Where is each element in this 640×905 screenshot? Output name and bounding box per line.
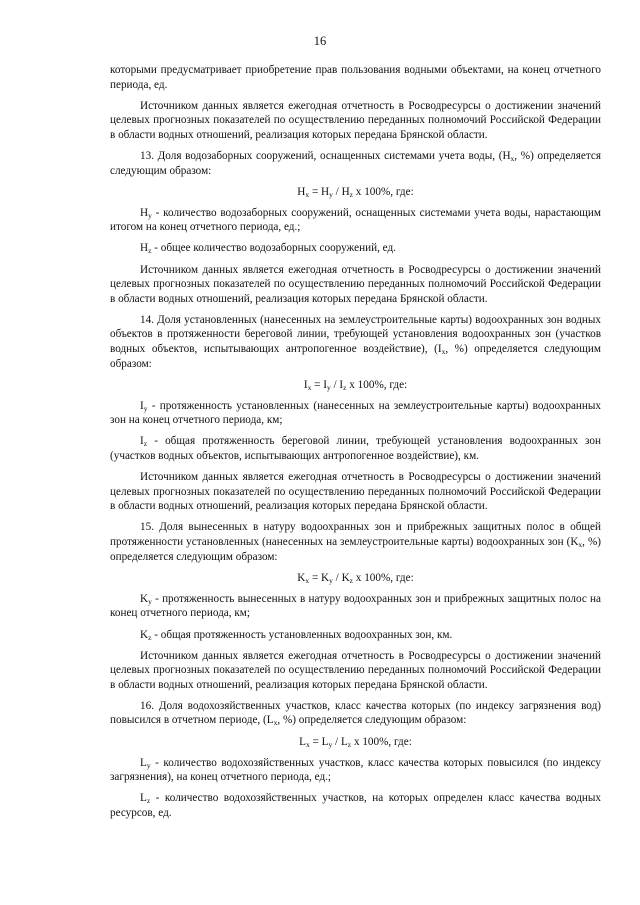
paragraph: [110, 313, 601, 371]
text-run: - общая протяженность установленных водоохранных зон, км.: [151, 628, 453, 641]
subscript: х: [307, 382, 312, 392]
subscript: z: [349, 189, 353, 199]
text-run: 14. Доля установленных (нанесенных на землеустроительные карты) водоохранных зон водных объектов в протяженности береговой линии, требующей установления водоохранных зон (участков водных объектов, испытывающих антропогенное воздействие), (I: [110, 313, 601, 355]
text-run: х 100%, где:: [353, 571, 414, 584]
paragraph: [110, 63, 601, 92]
subscript: у: [329, 189, 333, 199]
paragraph: [110, 470, 601, 514]
subscript: у: [148, 210, 152, 220]
text-run: L: [140, 756, 147, 769]
text-run: , %) определяется следующим образом:: [110, 149, 601, 177]
subscript: х: [578, 540, 583, 550]
subscript: х: [305, 189, 310, 199]
text-run: - общее количество водозаборных сооружений, ед.: [151, 242, 396, 255]
subscript: х: [306, 739, 310, 749]
subscript: z: [349, 575, 353, 585]
paragraph: [110, 592, 601, 621]
text-run: = H: [309, 185, 330, 198]
text-run: , %) определяется следующим образом:: [277, 714, 467, 727]
subscript: у: [148, 596, 152, 606]
formula: [110, 735, 601, 750]
text-run: I: [303, 378, 308, 391]
text-run: = L: [309, 735, 329, 748]
text-run: I: [140, 435, 144, 448]
text-run: / K: [332, 571, 350, 584]
paragraph: [110, 628, 601, 643]
paragraph: [110, 399, 601, 428]
paragraph: [110, 791, 601, 820]
subscript: у: [143, 403, 148, 413]
text-run: K: [140, 628, 149, 641]
text-run: Источником данных является ежегодная отчетность в Росводресурсы о достижении значений целевых прогнозных показателей по осуществлению переданных полномочий Российской Федерации в области водных отношений, реализация которых передана Брянской области.: [110, 471, 601, 513]
paragraph: [110, 756, 601, 785]
subscript: у: [326, 382, 331, 392]
text-run: х 100%, где:: [351, 735, 412, 748]
text-run: H: [140, 242, 149, 255]
subscript: z: [148, 632, 152, 642]
text-run: - общая протяженность береговой линии, требующей установления водоохранных зон (участков водных объектов, испытывающих антропогенное воздействие), км.: [110, 435, 601, 463]
subscript: z: [347, 739, 352, 749]
subscript: х: [273, 718, 278, 728]
text-run: - количество водохозяйственных участков, на которых определен класс качества водных ресурсов, ед.: [110, 792, 601, 819]
text-run: - протяженность вынесенных в натуру водоохранных зон и прибрежных защитных полос на конец отчетного периода, км;: [110, 592, 601, 620]
subscript: х: [510, 153, 515, 163]
text-run: / I: [330, 378, 344, 391]
text-run: K: [140, 592, 149, 605]
text-run: I: [140, 399, 144, 412]
text-run: 16. Доля водохозяйственных участков, класс качества которых (по индексу загрязнения вод) повысился в отчетном периоде, (L: [110, 699, 601, 727]
text-run: которыми предусматривает приобретение прав пользования водными объектами, на конец отчетного периода, ед.: [110, 64, 601, 91]
text-run: х 100%, где:: [346, 378, 408, 391]
subscript: х: [305, 575, 310, 585]
text-run: , %) определяется следующим образом:: [110, 536, 601, 563]
text-run: 15. Доля вынесенных в натуру водоохранных зон и прибрежных защитных полос в общей протяженности установленных (нанесенных на землеустроительные карты) водоохранных зон (K: [110, 521, 601, 549]
paragraph: [110, 434, 601, 463]
subscript: z: [143, 439, 148, 449]
text-run: 13. Доля водозаборных сооружений, оснащенных системами учета воды, (H: [140, 149, 511, 162]
paragraph: [110, 241, 601, 256]
subscript: z: [148, 246, 152, 256]
subscript: у: [146, 760, 151, 770]
text-run: Источником данных является ежегодная отчетность в Росводресурсы о достижении значений целевых прогнозных показателей по осуществлению переданных полномочий Российской Федерации в области водных отношений, реализация которых передана Брянской области.: [110, 649, 601, 691]
document-body: [110, 63, 601, 827]
formula: [110, 571, 601, 586]
formula: [110, 185, 601, 200]
subscript: z: [146, 796, 151, 806]
subscript: у: [328, 739, 333, 749]
subscript: z: [343, 382, 347, 392]
text-run: , %) определяется следующим образом:: [110, 343, 601, 370]
text-run: L: [140, 792, 147, 805]
page-number: 16: [313, 34, 327, 48]
paragraph: [110, 649, 601, 693]
text-run: = I: [311, 378, 327, 391]
paragraph: [110, 699, 601, 728]
text-run: Источником данных является ежегодная отчетность в Росводресурсы о достижении значений целевых прогнозных показателей по осуществлению переданных полномочий Российской Федерации в области водных отношений, реализация которых передана Брянской области.: [110, 99, 601, 141]
paragraph: [110, 99, 601, 143]
text-run: L: [299, 735, 306, 748]
text-run: Источником данных является ежегодная отчетность в Росводресурсы о достижении значений целевых прогнозных показателей по осуществлению переданных полномочий Российской Федерации в области водных отношений, реализация которых передана Брянской области.: [110, 263, 601, 305]
text-run: - количество водохозяйственных участков, класс качества которых повысился (по индексу загрязнения), на конец отчетного периода, ед.;: [110, 756, 601, 784]
paragraph: [110, 520, 601, 564]
text-run: K: [297, 571, 306, 584]
paragraph: [110, 263, 601, 307]
text-run: H: [140, 206, 149, 219]
paragraph: [110, 206, 601, 235]
text-run: = K: [309, 571, 330, 584]
text-run: х 100%, где:: [353, 185, 414, 198]
paragraph: [110, 149, 601, 178]
text-run: / H: [332, 185, 350, 198]
text-run: / L: [332, 735, 348, 748]
subscript: у: [329, 575, 333, 585]
formula: [110, 378, 601, 393]
text-run: - количество водозаборных сооружений, оснащенных системами учета воды, нарастающим итогом на конец отчетного периода, ед.;: [110, 206, 601, 234]
text-run: H: [297, 185, 306, 198]
text-run: - протяженность установленных (нанесенных на землеустроительные карты) водоохранных зон на конец отчетного периода, км;: [110, 399, 601, 427]
subscript: х: [441, 347, 446, 356]
